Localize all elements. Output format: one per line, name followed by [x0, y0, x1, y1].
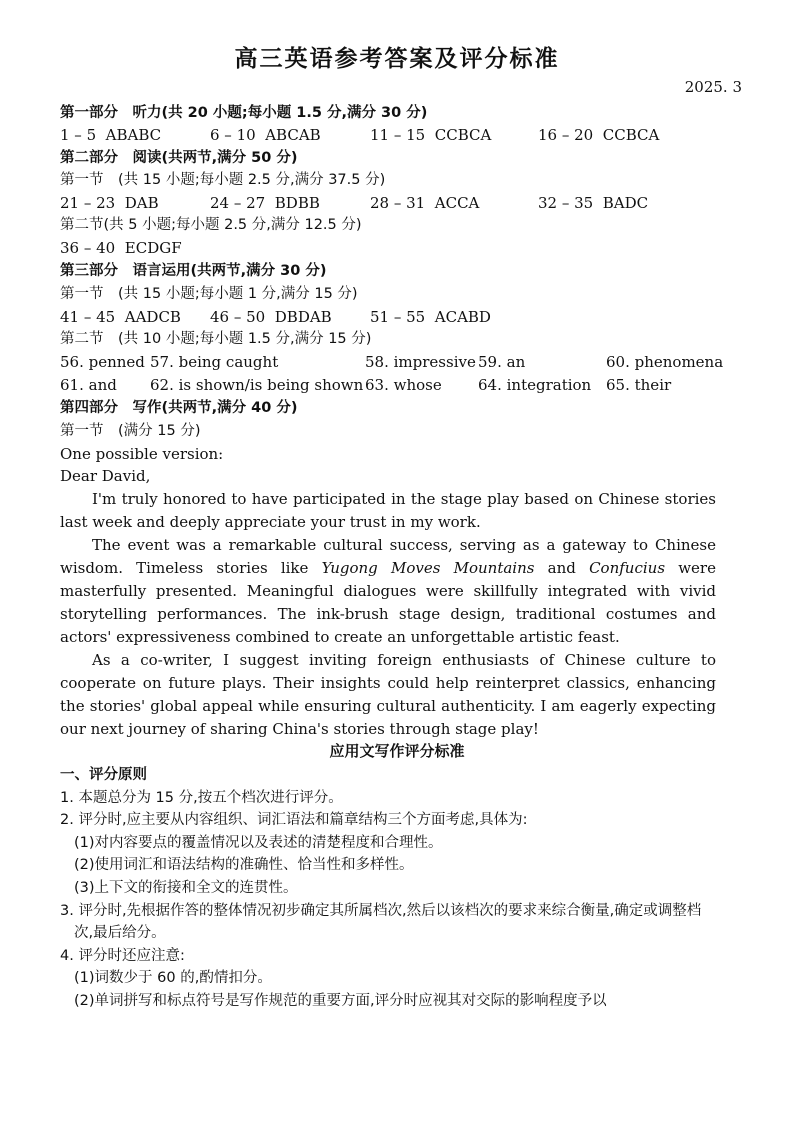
- part1-header: 第一部分 听力(共 20 小题;每小题 1.5 分,满分 30 分): [60, 105, 428, 121]
- part4-section1: 第一节 (满分 15 分): [60, 423, 201, 439]
- grammar-answer: 64. integration: [478, 376, 592, 394]
- answer-range: 24 – 27 BDBB: [210, 194, 320, 212]
- rule-subitem: (2)使用词汇和语法结构的准确性、恰当性和多样性。: [74, 857, 414, 874]
- sample-letter: [60, 465, 716, 741]
- letter-paragraph: As a co-writer, I suggest inviting foreign enthusiasts of Chinese culture to cooperate on future plays. Their insights could help reinterpret classics, enhancing the stories' global appeal while ensuring cultural authenticity. I am eagerly expecting our next journey of sharing China's stories through stage play!: [60, 651, 716, 738]
- part3-section2: 第二节 (共 10 小题;每小题 1.5 分,满分 15 分): [60, 331, 372, 347]
- part2-section1: 第一节 (共 15 小题;每小题 2.5 分,满分 37.5 分): [60, 172, 386, 188]
- answer-range: 16 – 20 CCBCA: [538, 126, 660, 144]
- rule-subitem: (1)词数少于 60 的,酌情扣分。: [74, 970, 272, 987]
- rule-item: 3. 评分时,先根据作答的整体情况初步确定其所属档次,然后以该档次的要求来综合衡量,确定或调整档次,最后给分。: [60, 902, 702, 942]
- rule-subitem: (3)上下文的衔接和全文的连贯性。: [74, 879, 298, 896]
- grammar-answer: 59. an: [478, 353, 526, 371]
- rule-item: 4. 评分时还应注意:: [60, 947, 185, 964]
- letter-paragraph: The event was a remarkable cultural success, serving as a gateway to Chinese wisdom. Timeless stories like Yugong Moves Mountains and Confucius were masterfully presented. Meaningful dialogues were skillfully integrated with vivid storytelling performances. The ink-brush stage design, traditional costumes and actors' expressiveness combined to create an unforgettable artistic feast.: [60, 536, 716, 646]
- grammar-answer: 63. whose: [365, 376, 442, 394]
- part3-header: 第三部分 语言运用(共两节,满分 30 分): [60, 263, 327, 279]
- answer-range: 36 – 40 ECDGF: [60, 239, 182, 257]
- letter-greeting: Dear David,: [60, 467, 151, 485]
- part2-header: 第二部分 阅读(共两节,满分 50 分): [60, 150, 298, 166]
- answer-range: 21 – 23 DAB: [60, 194, 159, 212]
- part2-section2: 第二节(共 5 小题;每小题 2.5 分,满分 12.5 分): [60, 217, 362, 233]
- page-title: 高三英语参考答案及评分标准: [234, 46, 560, 72]
- answer-range: 32 – 35 BADC: [538, 194, 649, 212]
- answer-range: 11 – 15 CCBCA: [370, 126, 492, 144]
- answer-range: 28 – 31 ACCA: [370, 194, 480, 212]
- answer-range: 1 – 5 ABABC: [60, 126, 162, 144]
- answer-range: 46 – 50 DBDAB: [210, 308, 332, 326]
- answer-range: 41 – 45 AADCB: [60, 308, 181, 326]
- grammar-answer: 56. penned: [60, 353, 145, 371]
- scoring-rules: [60, 764, 720, 1013]
- grammar-answer: 61. and: [60, 376, 117, 394]
- grammar-answer: 58. impressive: [365, 353, 476, 371]
- letter-paragraph: I'm truly honored to have participated in the stage play based on Chinese stories last week and deeply appreciate your trust in my work.: [60, 490, 716, 531]
- principle-header: 一、评分原则: [60, 767, 147, 783]
- rule-subitem: (1)对内容要点的覆盖情况以及表述的清楚程度和合理性。: [74, 834, 443, 851]
- answer-range: 6 – 10 ABCAB: [210, 126, 321, 144]
- rule-item: 2. 评分时,应主要从内容组织、词汇语法和篇章结构三个方面考虑,具体为:: [60, 812, 528, 829]
- grammar-answer: 60. phenomena: [606, 353, 724, 371]
- rule-item: 1. 本题总分为 15 分,按五个档次进行评分。: [60, 789, 343, 806]
- exam-date: 2025. 3: [684, 78, 742, 96]
- rule-subitem: (2)单词拼写和标点符号是写作规范的重要方面,评分时应视其对交际的影响程度予以: [74, 992, 607, 1009]
- part4-header: 第四部分 写作(共两节,满分 40 分): [60, 400, 298, 416]
- answer-range: 51 – 55 ACABD: [370, 308, 491, 326]
- sample-version-label: One possible version:: [60, 445, 224, 463]
- grammar-answer: 62. is shown/is being shown: [150, 376, 364, 394]
- part3-section1: 第一节 (共 15 小题;每小题 1 分,满分 15 分): [60, 286, 358, 302]
- grammar-answer: 65. their: [606, 376, 672, 394]
- standards-title: 应用文写作评分标准: [329, 742, 465, 760]
- grammar-answer: 57. being caught: [150, 353, 279, 371]
